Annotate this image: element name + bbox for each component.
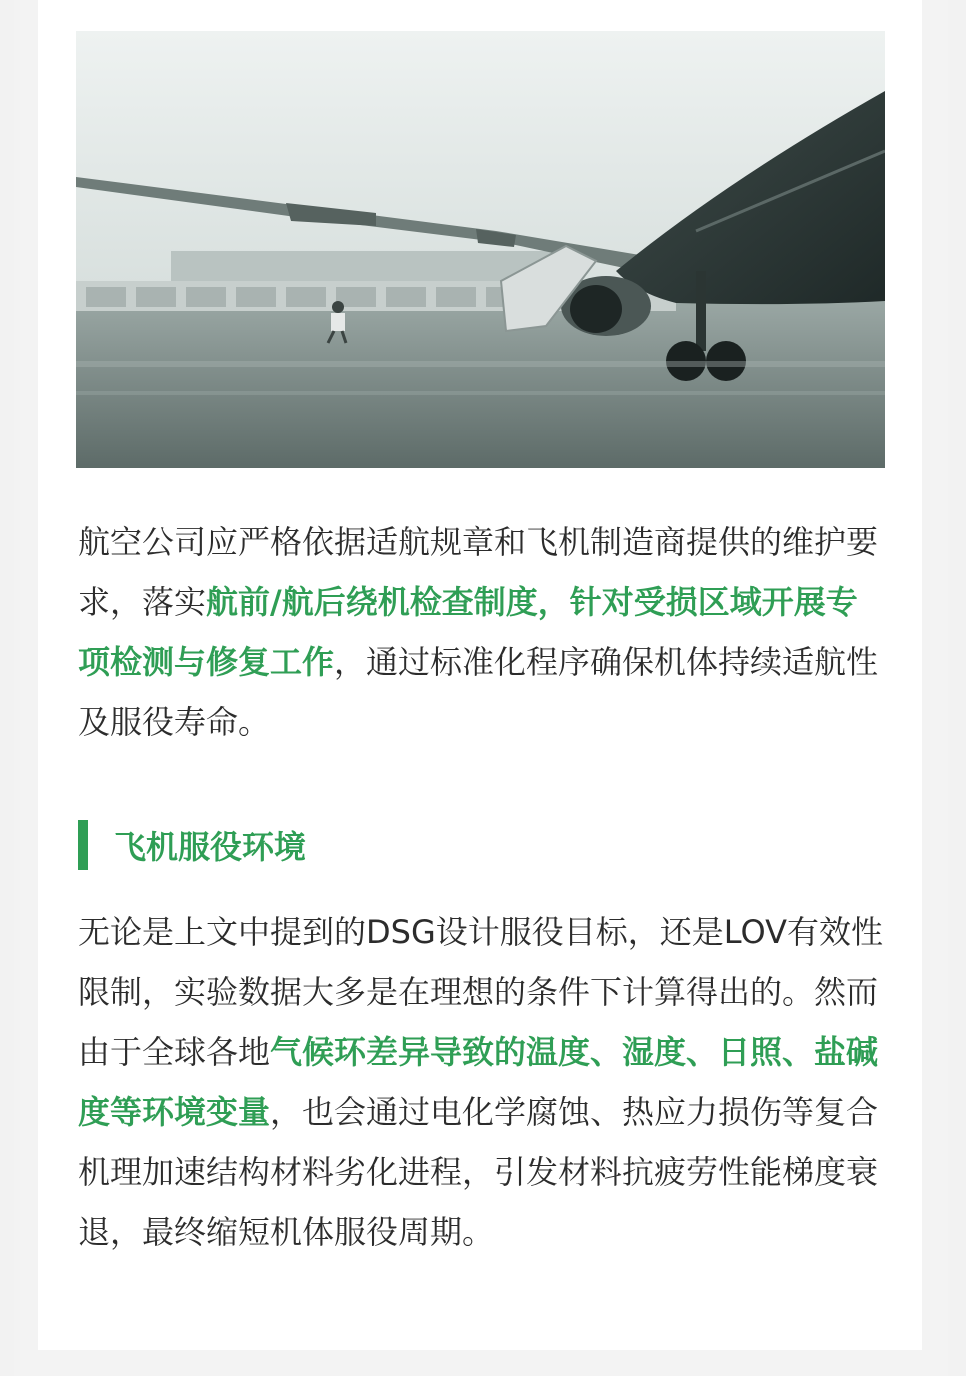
- paragraph-environment: [78, 902, 888, 1262]
- paragraph-text: 无论是上文中提到的DSG设计服役目标，还是LOV有效性限制，实验数据大多是在理想的条件下计算得出的。然而由于全球各地: [78, 913, 883, 1071]
- paragraph-text: 航空公司应严格依据适航规章和飞机制造商提供的维护要求，落实: [78, 523, 879, 621]
- paragraph-highlight: 航前/航后绕机检查制度，针对受损区域开展专项检测与修复工作: [78, 583, 858, 681]
- airplane-photo: [76, 31, 885, 468]
- paragraph-highlight: 气候环差异导致的温度、湿度、日照、盐碱度等环境变量: [78, 1033, 879, 1131]
- heading-accent-bar: [78, 820, 88, 870]
- paragraph-maintenance: [78, 512, 888, 752]
- paragraph-text: ，也会通过电化学腐蚀、热应力损伤等复合机理加速结构材料劣化进程，引发材料抗疲劳性能梯度衰退，最终缩短机体服役周期。: [78, 1093, 879, 1251]
- section-title: 飞机服役环境: [114, 828, 307, 866]
- section-heading: [78, 820, 306, 870]
- paragraph-text: ，通过标准化程序确保机体持续适航性及服役寿命。: [78, 643, 879, 741]
